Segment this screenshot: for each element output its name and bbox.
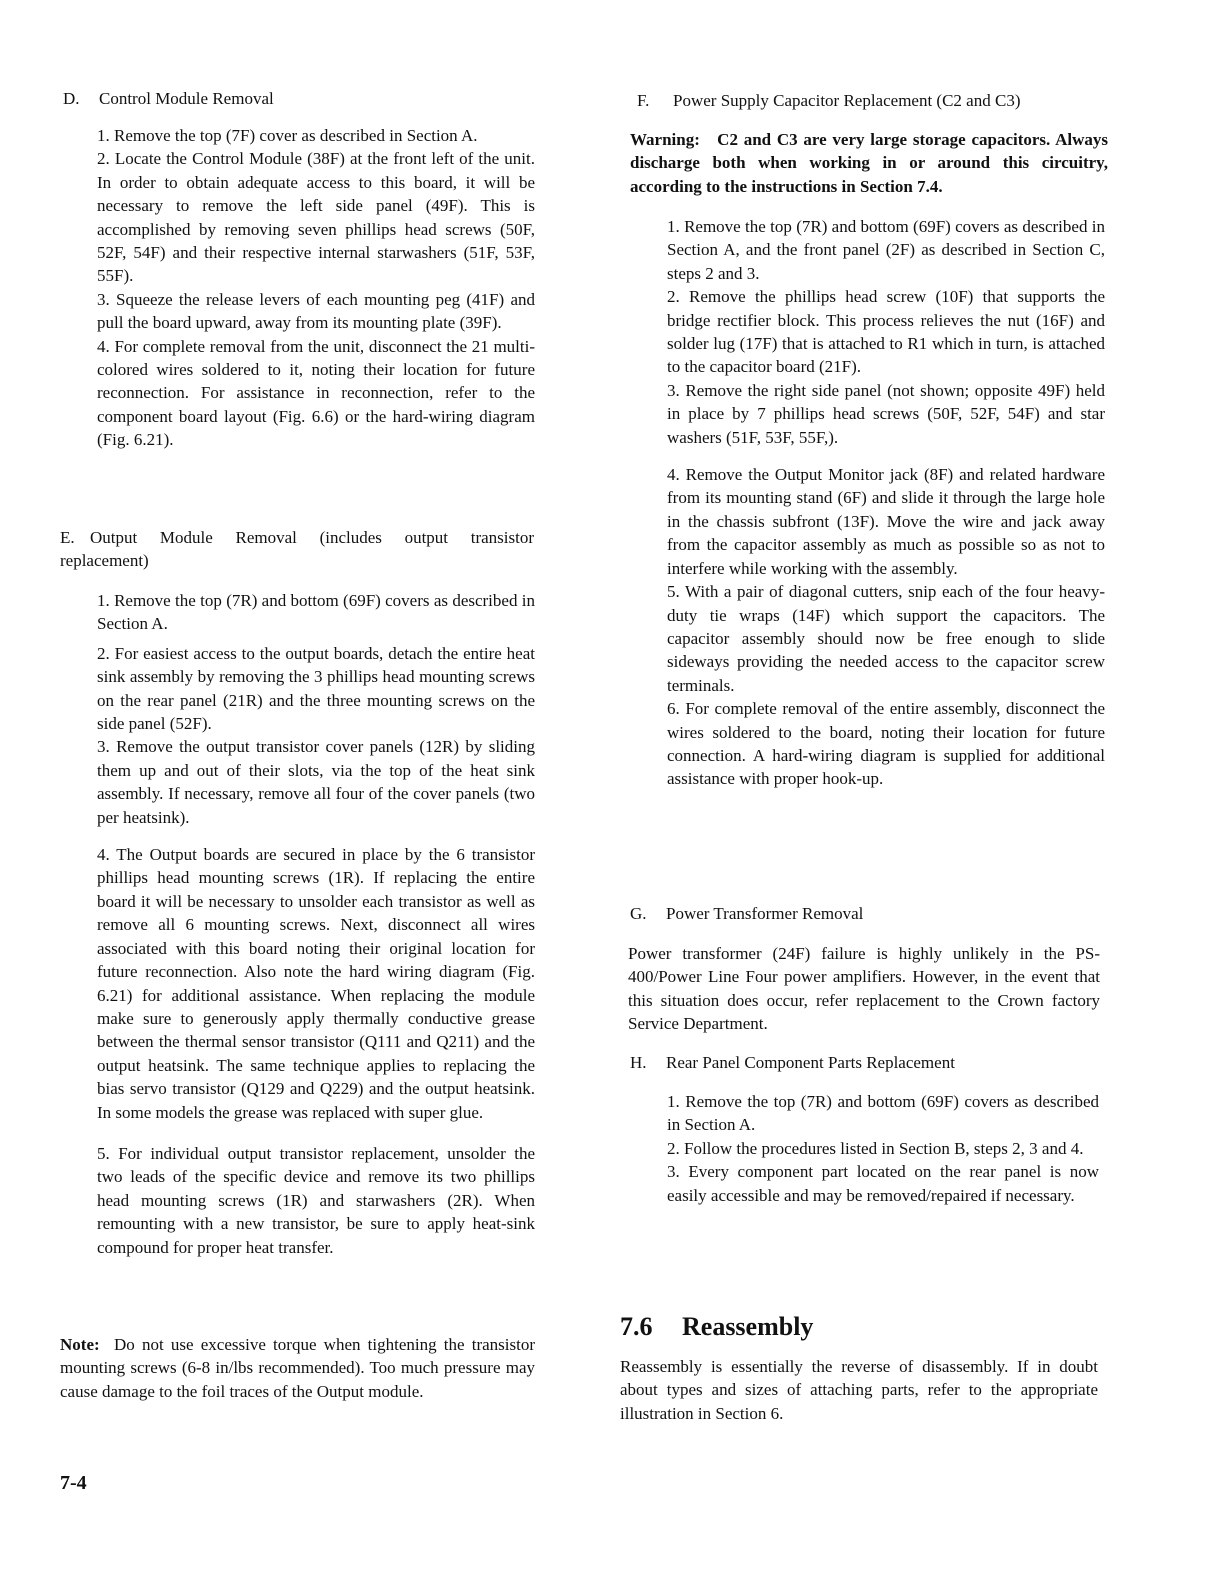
step: 5. For individual output transistor replacement, unsolder the two leads of the specific device and remove its two phillips head mounting screws (1R) and starwashers (2R). When remounting with a new transistor, be sure to apply heat-sink compound for proper heat transfer.: [97, 1143, 535, 1257]
section-letter: F.: [637, 91, 650, 110]
section-number: 7.6: [620, 1312, 653, 1341]
section-letter: G.: [630, 904, 647, 923]
section-d-steps: [97, 124, 535, 452]
step: 1. Remove the top (7R) and bottom (69F) covers as described in Section A.: [667, 1092, 1099, 1135]
section-letter: E.: [60, 528, 75, 547]
section-title: Rear Panel Component Parts Replacement: [666, 1053, 955, 1072]
warning-label: Warning:: [630, 130, 700, 149]
step: 4. The Output boards are secured in place by the 6 transistor phillips head mounting screws (1R). If replacing the entire board it will be necessary to unsolder each transistor as well as remove all 6 mounting screws. Next, disconnect all wires associated with this board noting their original location for future reconnection. Also note the hard wiring diagram (Fig. 6.21) for additional assistance. When replacing the module make sure to generously apply thermally conductive grease between the thermal sensor transistor (Q111 and Q211) and the output heatsink. The same technique applies to replacing the bias servo transistor (Q129 and Q229) and the output heatsink. In some models the grease was replaced with super glue.: [97, 845, 535, 1122]
step: 3. Every component part located on the rear panel is now easily accessible and may be removed/repaired if necessary.: [667, 1162, 1099, 1205]
step: 1. Remove the top (7R) and bottom (69F) covers as described in Section A, and the front panel (2F) as described in Section C, steps 2 and 3.: [667, 217, 1105, 283]
section-e-heading: [60, 526, 534, 573]
step: 4. For complete removal from the unit, disconnect the 21 multi-colored wires soldered to it, noting their location for future reconnection. For assistance in reconnection, refer to the component board layout (Fig. 6.6) or the hard-wiring diagram (Fig. 6.21).: [97, 336, 535, 450]
section-title: Power Transformer Removal: [666, 904, 864, 923]
step: 2. Follow the procedures listed in Section B, steps 2, 3 and 4.: [667, 1138, 1084, 1158]
page-number: 7-4: [60, 1472, 87, 1494]
step: 2. Remove the phillips head screw (10F) that supports the bridge rectifier block. This process relieves the nut (16F) and solder lug (17F) that is attached to R1 which in turn, is attached to the capacitor board (21F).: [667, 287, 1105, 377]
section-g-heading: [630, 902, 863, 925]
section-h-steps: [667, 1090, 1099, 1207]
step: 2. Locate the Control Module (38F) at the front left of the unit. In order to obtain adequate access to this board, it will be necessary to remove the left side panel (49F). This is accomplished by removing seven phillips head screws (50F, 52F, 54F) and their respective internal starwashers (51F, 53F, 55F).: [97, 149, 535, 286]
warning: [630, 128, 1108, 198]
step: 1. Remove the top (7R) and bottom (69F) covers as described in Section A.: [97, 591, 535, 634]
section-title: Power Supply Capacitor Replacement (C2 and C3): [673, 91, 1021, 110]
note-label: Note:: [60, 1335, 100, 1354]
section-title: Control Module Removal: [99, 89, 274, 108]
step: 5. With a pair of diagonal cutters, snip each of the four heavy-duty tie wraps (14F) which support the capacitors. The capacitor assembly should now be free enough to slide sideways providing the needed access to the capacitor screw terminals.: [667, 582, 1105, 695]
step: 3. Remove the right side panel (not shown; opposite 49F) held in place by 7 phillips head screws (50F, 52F, 54F) and star washers (51F, 53F, 55F,).: [667, 380, 1105, 447]
section-letter: H.: [630, 1053, 647, 1072]
section-title: Output Module Removal (includes output transistor replacement): [60, 528, 534, 571]
step: 4. Remove the Output Monitor jack (8F) and related hardware from its mounting stand (6F) and slide it through the large hole in the chassis subfront (13F). Move the wire and jack away from the capacitor assembly as much as possible so as not to interfere while working with the assembly.: [667, 465, 1105, 578]
step: 1. Remove the top (7F) cover as described in Section A.: [97, 126, 478, 145]
section-letter: D.: [63, 89, 80, 108]
step: 3. Squeeze the release levers of each mounting peg (41F) and pull the board upward, away from its mounting plate (39F).: [97, 289, 535, 333]
section-f-heading: [637, 89, 1020, 112]
reassembly-text: Reassembly is essentially the reverse of disassembly. If in doubt about types and sizes of attaching parts, refer to the appropriate illustration in Section 6.: [620, 1357, 1098, 1423]
section-title: Reassembly: [682, 1312, 814, 1341]
note: [60, 1333, 535, 1403]
step: 3. Remove the output transistor cover panels (12R) by sliding them up and out of their slots, via the top of the heat sink assembly. If necessary, remove all four of the cover panels (two per heatsink).: [97, 737, 535, 827]
step: 6. For complete removal of the entire assembly, disconnect the wires soldered to the board, noting their location for future connection. A hard-wiring diagram is supplied for additional assistance with proper hook-up.: [667, 699, 1105, 789]
section-g-text: Power transformer (24F) failure is highly unlikely in the PS-400/Power Line Four power amplifiers. However, in the event that this situation does occur, refer replacement to the Crown factory Service Department.: [628, 944, 1100, 1034]
section-d-heading: [63, 87, 274, 110]
section-e-steps: [97, 589, 535, 1259]
warning-text: C2 and C3 are very large storage capacitors. Always discharge both when working in or around this circuitry, according to the instructions in Section 7.4.: [630, 130, 1108, 196]
reassembly-heading: [620, 1312, 813, 1342]
section-f-steps: [667, 215, 1105, 791]
section-h-heading: [630, 1051, 955, 1074]
step: 2. For easiest access to the output boards, detach the entire heat sink assembly by removing the 3 phillips head mounting screws on the rear panel (21R) and the three mounting screws on the side panel (52F).: [97, 643, 535, 734]
note-text: Do not use excessive torque when tightening the transistor mounting screws (6-8 in/lbs recommended). Too much pressure may cause damage to the foil traces of the Output module.: [60, 1335, 536, 1401]
